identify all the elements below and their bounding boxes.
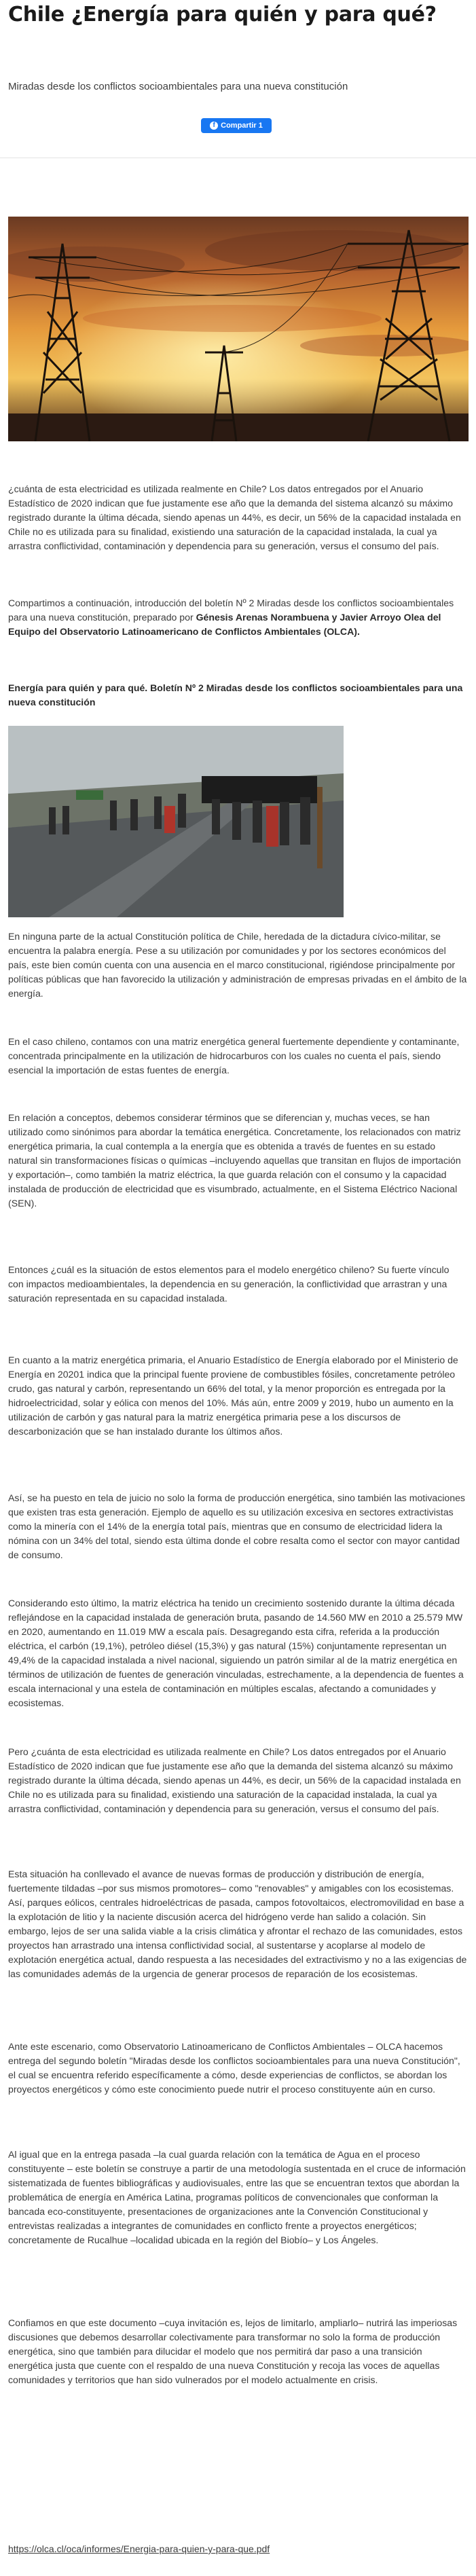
body-paragraph: En cuanto a la matriz energética primaria, el Anuario Estadístico de Energía elaborado por el Ministerio de Energía en 20201 indica que la principal fuente proviene de combustibles fósiles, concretamente petróleo crudo, gas natural y carbón, representando un 66% del total, y la menor proporción es entregada por la hidroelectricidad, solar y eólica con menos del 10%. Más aún, entre 2009 y 2019, hubo un aumento en la utilización de carbón y gas natural para la matriz energética primaria pese a los discursos de descarbonización que se han instalado durante los últimos años. xyxy=(8,1355,458,1437)
bulletin-heading: Energía para quién y para qué. Boletín Nº 2 Miradas desde los conflictos socioambientales para una nueva constitución xyxy=(8,682,463,707)
body-paragraph: Esta situación ha conllevado el avance de nuevas formas de producción y distribución de energía, fuertemente tildadas –por sus mismos promotores– como "renovables" y amigables con los ecosistemas. Así, parques eólicos, centrales hidroeléctricas de pasada, campos fotovoltaicos, electromovilidad en base a la explotación de litio y la naciente discusión acerca del hidrógeno verde han salido a colación. Sin embargo, lejos de ser una salida viable a la crisis climática y afrontar el rechazo de las comunidades, estos proyectos han arrastrado una intensa conflictividad social, al sustentarse y acoplarse al modelo de explotación energética actual, dando respuesta a las necesidades del extractivismo y no a las exigencias de las comunidades además de la urgencia de generar procesos de reparación de los ecosistemas. xyxy=(8,1869,467,1979)
intro-paragraph: ¿cuánta de esta electricidad es utilizada realmente en Chile? Los datos entregados por el Anuario Estadístico de 2020 indican que fue justamente ese año que la demanda del sistema alcanzó su máximo registrado durante la última década, siendo apenas un 44%, es decir, un 56% de la capacidad instalada en Chile no es utilizada para su finalidad, existiendo una saturación de la capacidad instalada, la cual ya arrastra conflictividad, contaminación y dependencia para su generación, versus el consumo del país. xyxy=(8,483,461,551)
body-paragraph: Ante este escenario, como Observatorio Latinoamericano de Conflictos Ambientales – OLCA hacemos entrega del segundo boletín "Miradas desde los conflictos socioambientales para una nueva Constitución", el cual se encuentra referido específicamente a cómo, desde experiencias de conflictos, se abordan los proyectos energéticos y cómo este conocimiento puede nutrir el proceso constituyente aún en curso. xyxy=(8,2041,460,2095)
pdf-link[interactable]: https://olca.cl/oca/informes/Energia-para-quien-y-para-que.pdf xyxy=(8,2543,270,2554)
share-intro-paragraph xyxy=(8,596,467,639)
facebook-icon: f xyxy=(210,122,218,130)
body-paragraph: Al igual que en la entrega pasada –la cual guarda relación con la temática de Agua en el proceso constituyente – este boletín se construye a partir de una metodología sustentada en el cruce de información sistematizada de fuentes bibliográficas y audiovisuales, entre las que se encuentran textos que abordan la problemática de energía en América Latina, programas políticos de convencionales que conforman la bancada eco-constituyente, presentaciones de organizaciones ante la Convención Constitucional y entrevistas realizadas a integrantes de comunidades en conflicto frente a proyectos energéticos; concretamente de Rucalhue –localidad ubicada en la región del Biobío– y Los Ángeles. xyxy=(8,2149,466,2245)
body-paragraph: En ninguna parte de la actual Constitución política de Chile, heredada de la dictadura cívico-militar, se encuentra la palabra energía. Pese a su utilización por comunidades y por los sectores económicos del país, este bien común cuenta con una ausencia en el marco constitucional, rigiéndose principalmente por políticas públicas que han favorecido la utilización y administración de empresas privadas en el ámbito de la energía. xyxy=(8,931,467,999)
share-intro-authors: Génesis Arenas Norambuena y Javier Arroyo Olea del Equipo del Observatorio Latinoamericano de Conflictos Ambientales (OLCA). xyxy=(8,612,441,637)
body-paragraph: Considerando esto último, la matriz eléctrica ha tenido un crecimiento sostenido durante la última década reflejándose en la capacidad instalada de generación bruta, pasando de 14.560 MW en 2010 a 25.579 MW en 2020, aumentando en 11.019 MW a escala país. Desagregando esta cifra, referida a la producción eléctrica, el carbón (19,1%), petróleo diésel (15,3%) y gas natural (15%) conjuntamente representan un 49,4% de la capacidad instalada a nivel nacional, siguiendo un patrón similar al de la matriz energética en términos de utilización de fuentes de generación vinculadas, estrechamente, a la dependencia de fuentes a escala internacional y una estela de contaminación en múltiples escalas, afectando a comunidades y ecosistemas. xyxy=(8,1598,464,1708)
body-paragraph: En relación a conceptos, debemos considerar términos que se diferencian y, muchas veces, se han utilizado como sinónimos para abordar la temática energética. Concretamente, los relacionados con matriz energética primaria, la cual contempla a la energía que es obtenida a través de fuentes en su estado natural sin transformaciones físicas o químicas –incluyendo aquellas que transitan en flujos de importación y exportación–, como también la matriz eléctrica, la que guarda relación con el consumo y la capacidad instalada de producción de electricidad que es visumbrado, actualmente, en el Sistema Eléctrico Nacional (SEN). xyxy=(8,1112,461,1209)
protest-image xyxy=(8,726,344,917)
body-paragraph: Pero ¿cuánta de esta electricidad es utilizada realmente en Chile? Los datos entregados por el Anuario Estadístico de 2020 indican que fue justamente ese año que la demanda del sistema alcanzó su máximo registrado durante la última década, siendo apenas un 44%, es decir, un 56% de la capacidad instalada en Chile no es utilizada para su finalidad, existiendo una saturación de la capacidad instalada, la cual ya arrastra conflictividad, contaminación y dependencia para su generación, versus el consumo del país. xyxy=(8,1746,461,1814)
share-label: Compartir 1 xyxy=(221,122,263,130)
hero-image xyxy=(8,217,469,441)
article-title: Chile ¿Energía para quién y para qué? xyxy=(8,3,437,26)
body-paragraph: Así, se ha puesto en tela de juicio no solo la forma de producción energética, sino también las motivaciones que existen tras esta generación. Ejemplo de aquello es su utilización excesiva en sectores extractivistas como la minería con el 14% de la energía total país, mientras que en consumo de electricidad lidera la nómina con un 34% del total, siendo esta última donde el cobre resalta como el sector con mayor cantidad de consumo. xyxy=(8,1492,465,1560)
facebook-share-button[interactable] xyxy=(201,118,272,133)
body-paragraph: Entonces ¿cuál es la situación de estos elementos para el modelo energético chileno? Su fuerte vínculo con impactos medioambientales, la dependencia en su generación, la conflictividad que arrastran y una saturación representada en su capacidad instalada. xyxy=(8,1264,450,1304)
share-intro-text: Compartimos a continuación, introducción del boletín Nº 2 Miradas desde los conflictos socioambientales para una nueva constitución, preparado por xyxy=(8,597,454,623)
body-paragraph: Confiamos en que este documento –cuya invitación es, lejos de limitarlo, ampliarlo– nutrirá las imperiosas discusiones que debemos desarrollar colectivamente para transformar no solo la forma de producción energética, sino que también para dilucidar el modelo que nos permitirá dar paso a una transición energética justa que cuente con el respaldo de una nueva Constitución y recoja las voces de aquellas comunidades y territorios que han sido vulnerados por el modelo actualmente en crisis. xyxy=(8,2317,458,2385)
article-subtitle: Miradas desde los conflictos socioambientales para una nueva constitución xyxy=(8,81,348,92)
body-paragraph: En el caso chileno, contamos con una matriz energética general fuertemente dependiente y contaminante, concentrada principalmente en la utilización de hidrocarburos con los cuales no cuenta el país, siendo esencial la importación de estas fuentes de energía. xyxy=(8,1036,460,1075)
